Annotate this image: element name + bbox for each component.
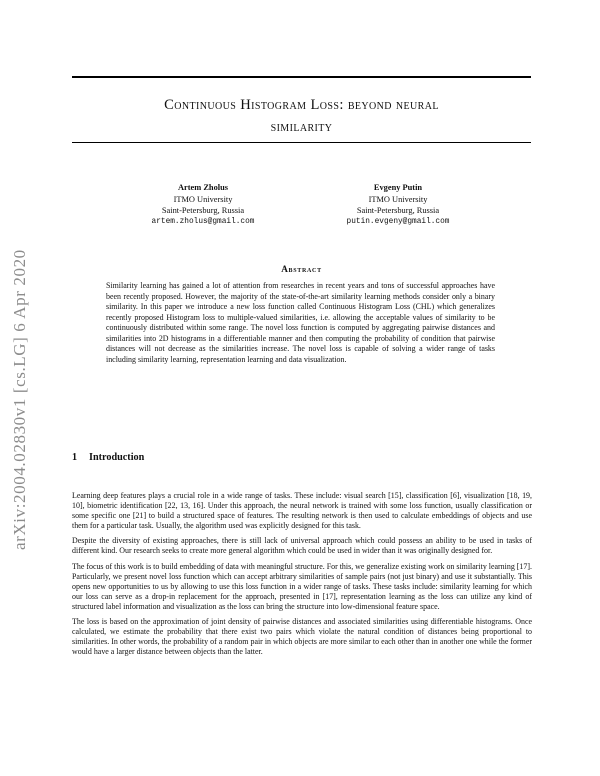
- author-name: Evgeny Putin: [373, 183, 423, 192]
- body-text: [72, 491, 532, 662]
- section-number: 1: [72, 452, 78, 463]
- section-title: Introduction: [89, 452, 145, 463]
- arxiv-stamp: arXiv:2004.02830v1 [cs.LG] 6 Apr 2020: [10, 249, 29, 550]
- abstract-heading: Abstract: [281, 264, 322, 274]
- author-affiliation: ITMO University: [368, 194, 428, 204]
- author-location: Saint-Petersburg, Russia: [161, 206, 245, 215]
- author-email[interactable]: putin.evgeny@gmail.com: [346, 217, 450, 226]
- paragraph: Learning deep features plays a crucial role in a wide range of tasks. These include: visual search [15], classification [6], visualization [18, 19, 10], biometric identification [22, 13, 16]. Under this approach, the neural network is trained with some loss function, usually classification or some specific one [21] to build a structured space of features. The resulting network is then used to calculate embeddings of objects and use them for a particular task. Usually, the algorithm used was explicitly designed for this task.: [72, 491, 532, 530]
- title-rule-top: [72, 76, 531, 78]
- title-line-1: Continuous Histogram Loss: beyond neural: [164, 97, 439, 113]
- abstract-text: Similarity learning has gained a lot of attention from researches in recent years and tons of successful approaches have been recently proposed. However, the majority of the state-of-the-art similarity learning methods consider only a binary similarity. In this paper we introduce a new loss function called Continuous Histogram Loss (CHL) which generalizes recently proposed Histogram loss to multiple-valued similarities, i.e. allowing the acceptable values of similarity to be continuously distributed within some range. The novel loss function is computed by aggregating pairwise distances and similarities into 2D histograms in a differentiable manner and then computing the probability of condition that pairwise distances will not decrease as the similarities increase. The novel loss is capable of solving a wider range of tasks including similarity learning, representation learning and data visualization.: [106, 281, 495, 364]
- paragraph: The focus of this work is to build embedding of data with meaningful structure. For this, we generalize existing work on similarity learning [17]. Particularly, we present novel loss function which can accept arbitrary similarities of sample pairs (not just binary) and use it substantially. This opens new opportunities to us by allowing to use this loss function in a wider range of tasks. These tasks include: similarity learning for which our loss can serve as a drop-in replacement for the approach, presented in [17], representation learning as the loss can utilize any kind of structured label information and visualization as the loss can bring the structure into low-dimensional feature space.: [72, 561, 532, 611]
- section-heading: [72, 452, 144, 463]
- paragraph: The loss is based on the approximation of joint density of pairwise distances and associated similarities using differentiable histograms. Once calculated, we estimate the probability that there exist two pairs which violate the natural condition of distances being proportional to similarities. In other words, the probability of a random pair in which objects are more similar to each other than in another one while the former would have a larger distance between objects than the latter.: [72, 616, 532, 656]
- paper-title: [72, 94, 531, 138]
- author-email[interactable]: artem.zholus@gmail.com: [151, 217, 255, 226]
- author-affiliation: ITMO University: [173, 194, 233, 204]
- title-rule-bottom: [72, 142, 531, 143]
- author-name: Artem Zholus: [177, 183, 229, 192]
- title-line-2: similarity: [270, 119, 333, 135]
- author-location: Saint-Petersburg, Russia: [356, 206, 440, 215]
- author-block: [308, 182, 488, 228]
- paragraph: Despite the diversity of existing approaches, there is still lack of universal approach which could possess an ability to be used in tasks of different kind. Our research seeks to create more general algorithm which could be used in wider than it was originally designed for.: [72, 536, 532, 556]
- author-block: [113, 182, 293, 228]
